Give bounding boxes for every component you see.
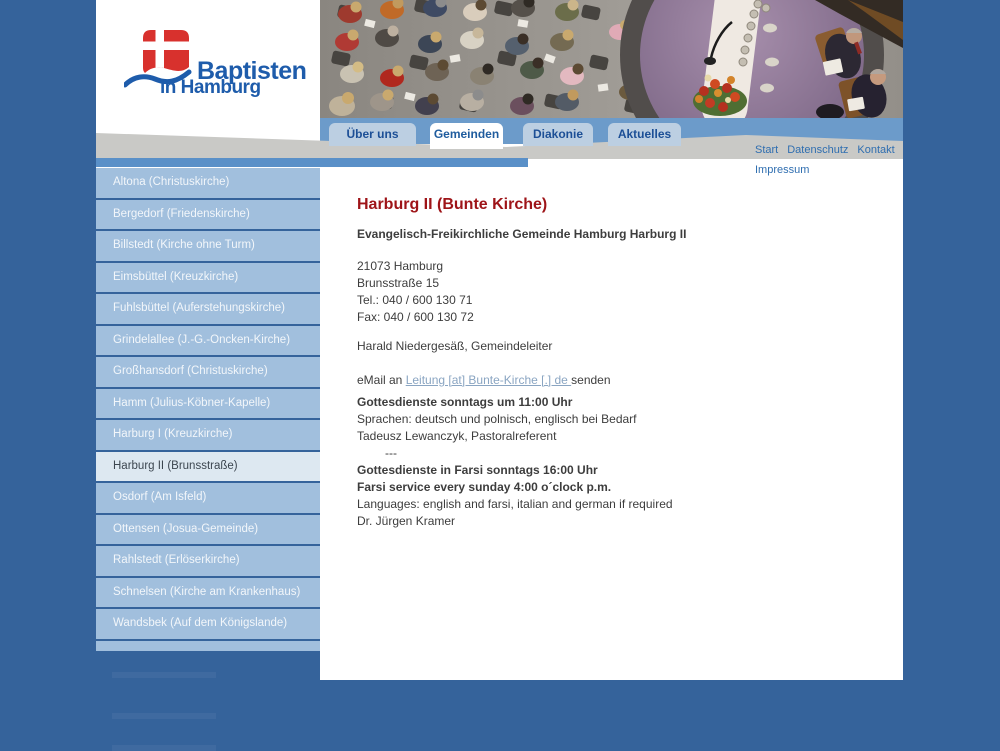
sidebar-item-osdorf[interactable]: Osdorf (Am Isfeld)	[96, 483, 320, 513]
sidebar-item-rahlstedt[interactable]: Rahlstedt (Erlöserkirche)	[96, 546, 320, 576]
sidebar-item-fuhlsbuettel[interactable]: Fuhlsbüttel (Auferstehungskirche)	[96, 294, 320, 324]
logo-title: Baptisten	[197, 57, 307, 85]
sidebar-item-bergedorf[interactable]: Bergedorf (Friedenskirche)	[96, 200, 320, 230]
email-suffix: senden	[571, 373, 611, 387]
logo-subtitle: in Hamburg	[160, 77, 261, 98]
footer-placeholder-bar	[112, 713, 216, 719]
sidebar-item-wandsbek[interactable]: Wandsbek (Auf dem Königslande)	[96, 609, 320, 639]
tab-ueber-uns[interactable]: Über uns	[329, 123, 416, 146]
divider-dashes: ---	[385, 446, 397, 460]
tab-diakonie[interactable]: Diakonie	[523, 123, 593, 146]
sidebar-item-eimsbuettel[interactable]: Eimsbüttel (Kreuzkirche)	[96, 263, 320, 293]
org-name: Evangelisch-Freikirchliche Gemeinde Hamburg Harburg II	[357, 227, 687, 241]
address-fax: Fax: 040 / 600 130 72	[357, 310, 474, 324]
service1-languages: Sprachen: deutsch und polnisch, englisch bei Bedarf	[357, 412, 637, 426]
service1-pastor: Tadeusz Lewanczyk, Pastoralreferent	[357, 429, 557, 443]
address-street: Brunsstraße 15	[357, 276, 440, 290]
address-block	[357, 258, 903, 326]
sidebar-item-schnelsen[interactable]: Schnelsen (Kirche am Krankenhaus)	[96, 578, 320, 608]
sidebar-item-grosshansdorf[interactable]: Großhansdorf (Christuskirche)	[96, 357, 320, 387]
site-logo[interactable]	[96, 0, 320, 118]
email-prefix: eMail an	[357, 373, 406, 387]
link-kontakt[interactable]: Kontakt	[857, 144, 895, 156]
footer-placeholder-bar	[112, 745, 216, 751]
email-line	[357, 372, 903, 389]
sidebar-item-grindelallee[interactable]: Grindelallee (J.-G.-Oncken-Kirche)	[96, 326, 320, 356]
leader-line: Harald Niedergesäß, Gemeindeleiter	[357, 339, 553, 353]
service2-languages: Languages: english and farsi, italian and german if required	[357, 497, 673, 511]
service2-heading-en: Farsi service every sunday 4:00 o´clock p.m.	[357, 480, 612, 494]
address-city: 21073 Hamburg	[357, 259, 444, 273]
sidebar	[96, 168, 320, 680]
header-photo	[320, 0, 903, 118]
header	[96, 0, 903, 118]
sidebar-item-altona[interactable]: Altona (Christuskirche)	[96, 168, 320, 198]
footer-placeholder-bar	[112, 672, 216, 678]
page	[96, 0, 903, 653]
content	[96, 168, 903, 680]
sidebar-item-hamm[interactable]: Hamm (Julius-Köbner-Kapelle)	[96, 389, 320, 419]
main-content	[320, 168, 903, 680]
service2-pastor: Dr. Jürgen Kramer	[357, 514, 456, 528]
link-start[interactable]: Start	[755, 144, 779, 156]
tab-aktuelles[interactable]: Aktuelles	[608, 123, 681, 146]
sidebar-item-ottensen[interactable]: Ottensen (Josua-Gemeinde)	[96, 515, 320, 545]
sidebar-item-billstedt[interactable]: Billstedt (Kirche ohne Turm)	[96, 231, 320, 261]
sidebar-item-harburg-2[interactable]: Harburg II (Brunsstraße)	[96, 452, 320, 482]
email-link[interactable]: Leitung [at] Bunte-Kirche [.] de	[405, 373, 572, 387]
sidebar-item-harburg-1[interactable]: Harburg I (Kreuzkirche)	[96, 420, 320, 450]
address-phone: Tel.: 040 / 600 130 71	[357, 293, 473, 307]
link-datenschutz[interactable]: Datenschutz	[787, 144, 849, 156]
service1-heading: Gottesdienste sonntags um 11:00 Uhr	[357, 395, 573, 409]
quick-links	[755, 144, 900, 176]
tab-gemeinden[interactable]: Gemeinden	[430, 123, 503, 149]
sidebar-item-stub	[96, 641, 320, 651]
link-impressum[interactable]: Impressum	[755, 164, 810, 176]
service2-heading-de: Gottesdienste in Farsi sonntags 16:00 Uhr	[357, 463, 598, 477]
page-title: Harburg II (Bunte Kirche)	[357, 196, 548, 213]
